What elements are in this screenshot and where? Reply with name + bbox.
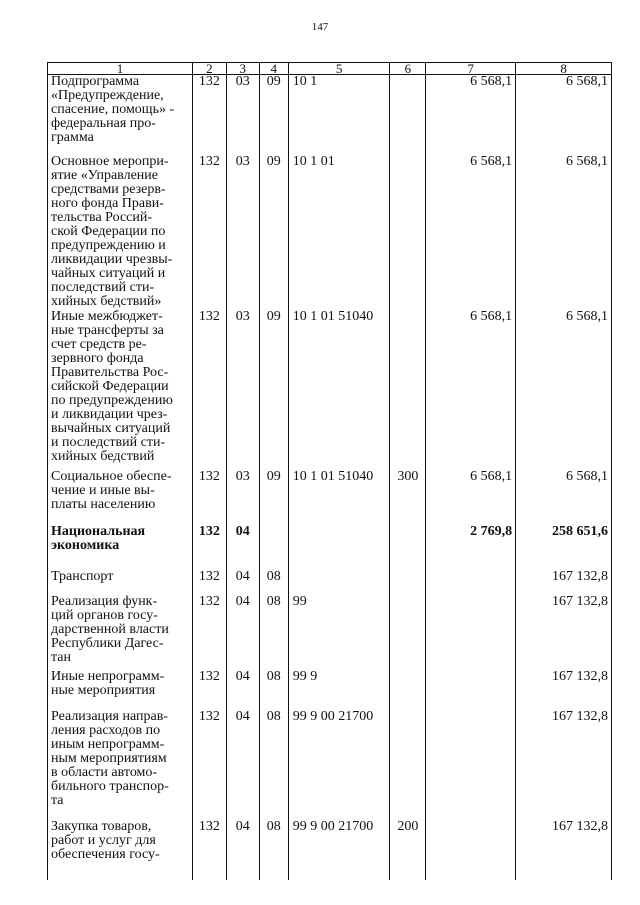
cell-c8: 167 132,8	[516, 595, 612, 670]
cell-c3: 03	[226, 310, 259, 470]
cell-c8: 167 132,8	[516, 820, 612, 880]
cell-c3: 03	[226, 470, 259, 525]
row-name-cell	[48, 670, 193, 710]
row-name-line: Основное меропри-	[51, 153, 169, 169]
row-name-cell	[48, 75, 193, 155]
cell-c8: 167 132,8	[516, 710, 612, 820]
row-name-line: Иные непрограмм-	[51, 668, 165, 684]
cell-c3: 03	[226, 155, 259, 310]
table-row	[48, 820, 612, 880]
cell-c5: 99 9 00 21700	[288, 820, 390, 880]
row-name-line: и ликвидации чрез-	[51, 406, 168, 422]
cell-c4: 08	[259, 670, 288, 710]
cell-c2: 132	[192, 820, 226, 880]
cell-c7	[426, 570, 516, 595]
table-row	[48, 710, 612, 820]
table-row	[48, 595, 612, 670]
cell-c5	[288, 525, 390, 570]
row-name-line: Республики Дагес-	[51, 635, 164, 651]
cell-c6	[390, 595, 426, 670]
row-name-line: федеральная про-	[51, 116, 156, 131]
cell-c5: 10 1 01	[288, 155, 390, 310]
cell-c7	[426, 670, 516, 710]
cell-c8: 6 568,1	[516, 155, 612, 310]
table-row	[48, 570, 612, 595]
cell-c6	[390, 525, 426, 570]
row-name-line: по предупреждению	[51, 392, 173, 408]
cell-c7	[426, 595, 516, 670]
cell-c6	[390, 75, 426, 155]
cell-c5: 99 9 00 21700	[288, 710, 390, 820]
cell-c6	[390, 670, 426, 710]
row-name-line: Иные межбюджет-	[51, 308, 163, 324]
cell-c8: 167 132,8	[516, 570, 612, 595]
cell-c4: 08	[259, 820, 288, 880]
cell-c3: 04	[226, 710, 259, 820]
cell-c3: 04	[226, 820, 259, 880]
row-name-line: ного фонда Прави-	[51, 195, 164, 211]
row-name-line: дарственной власти	[51, 621, 169, 637]
cell-c5: 10 1 01 51040	[288, 310, 390, 470]
cell-c3: 03	[226, 75, 259, 155]
cell-c6	[390, 710, 426, 820]
cell-c4: 09	[259, 75, 288, 155]
row-name-cell	[48, 310, 193, 470]
row-name-line: та	[51, 792, 64, 808]
cell-c6: 300	[390, 470, 426, 525]
column-header: 4	[259, 63, 288, 75]
cell-c7	[426, 710, 516, 820]
row-name-cell	[48, 820, 193, 880]
cell-c6	[390, 310, 426, 470]
cell-c4: 08	[259, 595, 288, 670]
table-header-row	[48, 63, 612, 75]
row-name-line: зервного фонда	[51, 350, 144, 366]
column-header: 6	[390, 63, 426, 75]
column-header: 3	[226, 63, 259, 75]
cell-c7: 2 769,8	[426, 525, 516, 570]
cell-c5: 99	[288, 595, 390, 670]
row-name-cell	[48, 710, 193, 820]
cell-c4: 08	[259, 570, 288, 595]
row-name-cell	[48, 155, 193, 310]
cell-c7: 6 568,1	[426, 75, 516, 155]
cell-c8: 6 568,1	[516, 75, 612, 155]
table-body	[48, 75, 612, 880]
cell-c7	[426, 820, 516, 880]
row-name-line: Транспорт	[51, 568, 114, 584]
row-name-line: чайных ситуаций и	[51, 265, 166, 281]
row-name-line: обеспечения госу-	[51, 846, 160, 862]
cell-c4: 09	[259, 310, 288, 470]
row-name-line: ления расходов по	[51, 722, 161, 738]
column-header: 1	[48, 63, 193, 75]
cell-c7: 6 568,1	[426, 310, 516, 470]
cell-c8: 258 651,6	[516, 525, 612, 570]
table-row	[48, 310, 612, 470]
row-name-line: последствий сти-	[51, 279, 155, 295]
row-name-line: в области автомо-	[51, 764, 158, 780]
row-name-line: и последствий сти-	[51, 434, 166, 450]
row-name-line: хийных бедствий	[51, 448, 155, 464]
cell-c4	[259, 525, 288, 570]
table-row	[48, 75, 612, 155]
table-row	[48, 470, 612, 525]
cell-c5: 10 1 01 51040	[288, 470, 390, 525]
cell-c3: 04	[226, 570, 259, 595]
cell-c2: 132	[192, 470, 226, 525]
column-header: 2	[192, 63, 226, 75]
cell-c6	[390, 570, 426, 595]
row-name-line: предупреждению и	[51, 237, 166, 253]
row-name-line: иным непрограмм-	[51, 736, 165, 752]
row-name-cell	[48, 470, 193, 525]
cell-c2: 132	[192, 525, 226, 570]
column-header: 8	[516, 63, 612, 75]
column-header: 7	[426, 63, 516, 75]
cell-c6	[390, 155, 426, 310]
cell-c5	[288, 570, 390, 595]
row-name-line: ные трансферты за	[51, 322, 164, 338]
row-name-cell	[48, 570, 193, 595]
row-name-line: ликвидации чрезвы-	[51, 251, 173, 267]
row-name-line: ные мероприятия	[51, 682, 156, 698]
table-row	[48, 670, 612, 710]
row-name-line: Реализация функ-	[51, 593, 158, 609]
cell-c5: 10 1	[288, 75, 390, 155]
cell-c7: 6 568,1	[426, 155, 516, 310]
cell-c8: 167 132,8	[516, 670, 612, 710]
row-name-line: чение и иные вы-	[51, 482, 155, 498]
row-name-line: Социальное обеспе-	[51, 468, 172, 484]
cell-c2: 132	[192, 310, 226, 470]
cell-c3: 04	[226, 595, 259, 670]
cell-c2: 132	[192, 75, 226, 155]
row-name-line: спасение, помощь» -	[51, 102, 175, 117]
row-name-line: Подпрограмма	[51, 74, 140, 89]
row-name-line: тельства Россий-	[51, 209, 153, 225]
row-name-line: счет средств ре-	[51, 336, 147, 352]
cell-c2: 132	[192, 710, 226, 820]
table-row	[48, 525, 612, 570]
row-name-line: платы населению	[51, 496, 156, 512]
row-name-line: сийской Федерации	[51, 378, 169, 394]
cell-c3: 04	[226, 670, 259, 710]
row-name-line: экономика	[51, 537, 120, 553]
cell-c4: 09	[259, 155, 288, 310]
table-row	[48, 155, 612, 310]
cell-c3: 04	[226, 525, 259, 570]
column-header: 5	[288, 63, 390, 75]
row-name-line: ятие «Управление	[51, 167, 158, 183]
row-name-line: работ и услуг для	[51, 832, 156, 848]
cell-c8: 6 568,1	[516, 470, 612, 525]
page-number: 147	[311, 21, 329, 33]
cell-c7: 6 568,1	[426, 470, 516, 525]
budget-table	[47, 62, 612, 880]
row-name-line: средствами резерв-	[51, 181, 166, 197]
cell-c4: 08	[259, 710, 288, 820]
row-name-cell	[48, 525, 193, 570]
row-name-line: «Предупреждение,	[51, 88, 164, 103]
cell-c8: 6 568,1	[516, 310, 612, 470]
cell-c2: 132	[192, 670, 226, 710]
row-name-line: ций органов госу-	[51, 607, 158, 623]
row-name-line: бильного транспор-	[51, 778, 169, 794]
row-name-line: Реализация направ-	[51, 708, 168, 724]
cell-c4: 09	[259, 470, 288, 525]
row-name-line: Правительства Рос-	[51, 364, 169, 380]
row-name-line: грамма	[51, 130, 94, 145]
cell-c2: 132	[192, 595, 226, 670]
cell-c6: 200	[390, 820, 426, 880]
cell-c5: 99 9	[288, 670, 390, 710]
cell-c2: 132	[192, 155, 226, 310]
row-name-line: тан	[51, 649, 71, 665]
row-name-line: хийных бедствий»	[51, 293, 162, 309]
cell-c2: 132	[192, 570, 226, 595]
row-name-cell	[48, 595, 193, 670]
row-name-line: вычайных ситуаций	[51, 420, 171, 436]
row-name-line: ным мероприятиям	[51, 750, 167, 766]
row-name-line: Национальная	[51, 523, 146, 539]
row-name-line: Закупка товаров,	[51, 818, 152, 834]
row-name-line: ской Федерации по	[51, 223, 166, 239]
